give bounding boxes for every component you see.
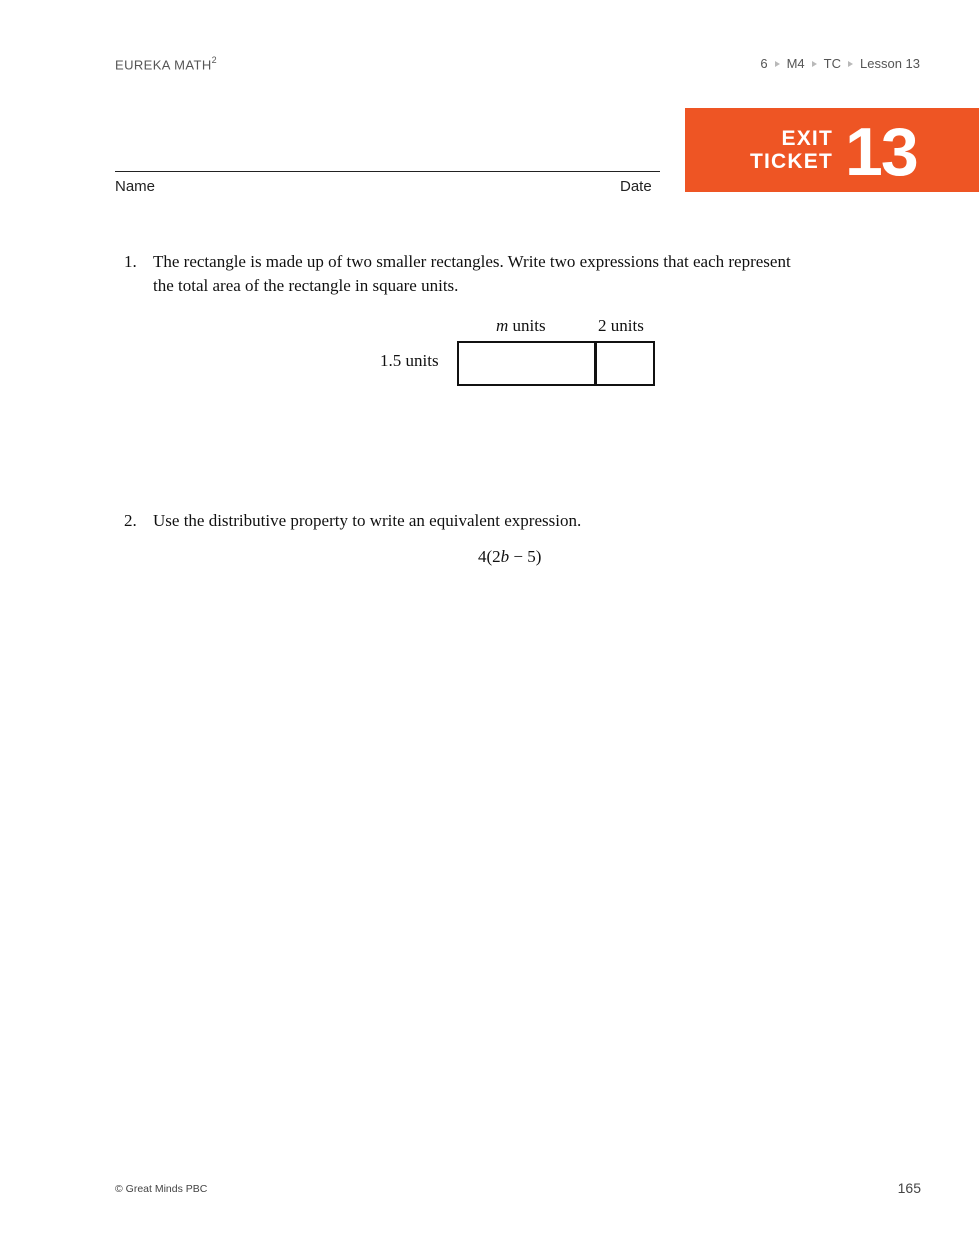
triangle-right-icon (775, 61, 780, 67)
question-number: 1. (124, 252, 137, 271)
expression-suffix: − 5) (509, 547, 542, 566)
expression (478, 547, 541, 567)
question-number: 2. (124, 511, 137, 530)
brand-logo (115, 56, 217, 72)
breadcrumb-topic: TC (823, 56, 841, 71)
exit-ticket-title (743, 127, 833, 173)
question-text (153, 250, 913, 298)
question-text: Use the distributive property to write an equivalent expression. (153, 511, 582, 530)
expression-prefix: 4(2 (478, 547, 501, 566)
exit-ticket-number: 13 (845, 114, 917, 190)
exit-ticket-line2: TICKET (749, 150, 833, 173)
question-text-line2: the total area of the rectangle in square units. (153, 276, 459, 295)
rectangle-right-part (595, 341, 655, 386)
diagram-height-label: 1.5 units (380, 351, 439, 370)
breadcrumb (760, 56, 920, 71)
unit-text: units (508, 316, 546, 335)
question-text-line1: The rectangle is made up of two smaller rectangles. Write two expressions that each represent (153, 252, 791, 271)
breadcrumb-module: M4 (786, 56, 805, 71)
rectangle-left-part (457, 341, 596, 386)
diagram-width-m-label (496, 316, 546, 336)
triangle-right-icon (812, 61, 817, 67)
copyright: © Great Minds PBC (115, 1183, 208, 1195)
page-number: 165 (897, 1180, 921, 1196)
brand-name: EUREKA MATH (115, 57, 212, 73)
exit-ticket-line1: EXIT (781, 127, 833, 150)
triangle-right-icon (848, 61, 853, 67)
date-label: Date (620, 178, 652, 195)
name-label: Name (115, 178, 156, 195)
exit-ticket-badge (685, 108, 979, 192)
breadcrumb-grade: 6 (760, 56, 768, 71)
brand-superscript: 2 (211, 55, 218, 65)
name-date-line[interactable] (115, 171, 660, 172)
variable-b: b (500, 547, 510, 566)
breadcrumb-lesson: Lesson 13 (860, 56, 920, 71)
diagram-width-2-label: 2 units (598, 316, 644, 335)
variable-m: m (496, 316, 509, 335)
